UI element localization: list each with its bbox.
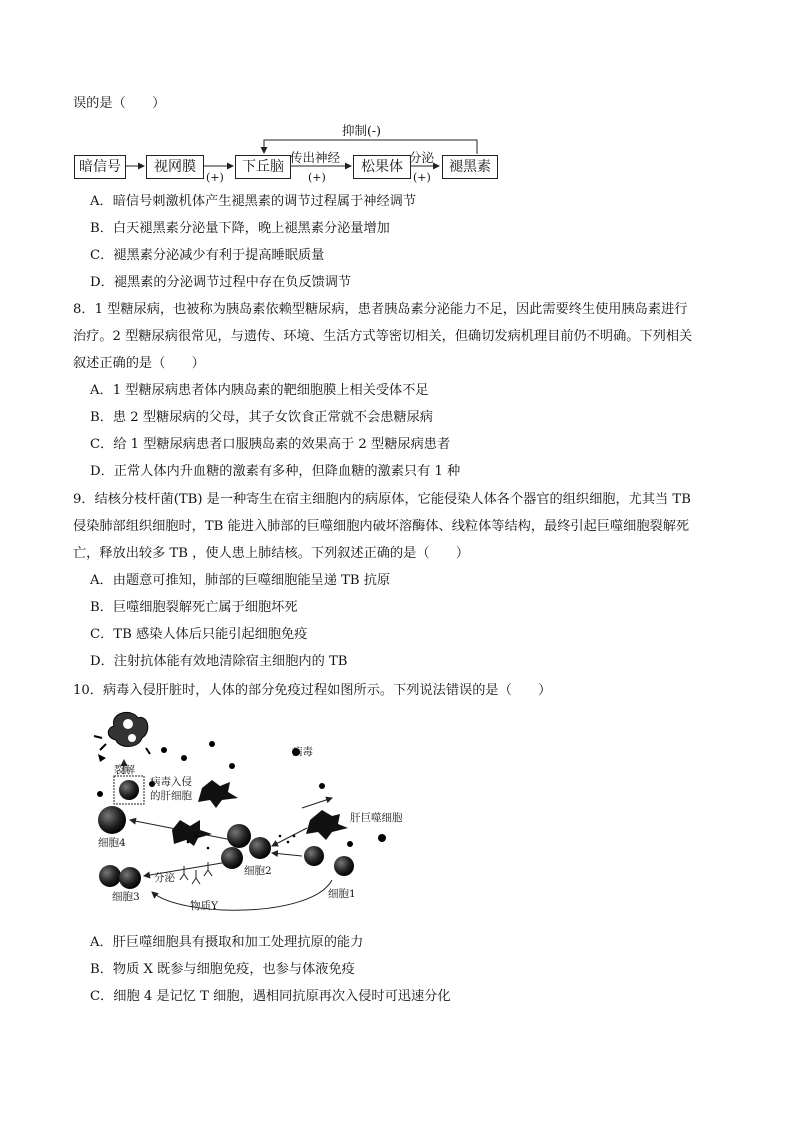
q7-option-d: D．褪黑素的分泌调节过程中存在负反馈调节 [90, 275, 352, 290]
secrete-label: 分泌 [409, 150, 435, 165]
q7-option-c: C．褪黑素分泌减少有利于提高睡眠质量 [90, 248, 325, 263]
flow-box-retina: 视网膜 [146, 155, 204, 179]
q7-option-b: B．白天褪黑素分泌量下降，晚上褪黑素分泌量增加 [90, 221, 390, 236]
kupffer-cell-label: 肝巨噬细胞 [350, 812, 403, 824]
q8-option-d: D．正常人体内升血糖的激素有多种，但降血糖的激素只有 1 种 [90, 464, 461, 479]
q10-option-c: C．细胞 4 是记忆 T 细胞，遇相同抗原再次入侵时可迅速分化 [90, 989, 451, 1004]
efferent-nerve-label: 传出神经 [290, 150, 341, 165]
q9-option-d: D．注射抗体能有效地清除宿主细胞内的 TB [90, 654, 348, 669]
plus-label-2: (+) [308, 171, 326, 184]
cell-3-label: 细胞3 [112, 891, 140, 903]
melatonin-flow-diagram [72, 118, 512, 188]
lysed-cell-icon [94, 712, 150, 762]
plus-label-3: (+) [413, 171, 431, 184]
cell-4-label: 细胞4 [98, 837, 126, 849]
q10-option-b: B．物质 X 既参与细胞免疫，也参与体液免疫 [90, 962, 355, 977]
cell-2-label: 细胞2 [244, 865, 272, 877]
q7-stem-tail: 误的是（ ） [73, 96, 166, 111]
q8-option-a: A．1 型糖尿病患者体内胰岛素的靶细胞膜上相关受体不足 [90, 383, 429, 398]
infected-liver-cell-label-1: 病毒入侵 [150, 776, 192, 788]
q8-stem-line-2: 治疗。2 型糖尿病很常见，与遗传、环境、生活方式等密切相关，但确切发病机理目前仍不明确。下列相关 [73, 329, 693, 344]
plus-label-1: (+) [206, 171, 224, 184]
cell-4-shape [98, 806, 126, 834]
infected-liver-cell-label-2: 的肝细胞 [150, 790, 192, 802]
q8-option-c: C．给 1 型糖尿病患者口服胰岛素的效果高于 2 型糖尿病患者 [90, 437, 451, 452]
cell-1-label: 细胞1 [328, 888, 356, 900]
flow-box-dark-signal: 暗信号 [74, 155, 126, 179]
flow-box-hypothalamus: 下丘脑 [235, 155, 291, 179]
virus-label: 病毒 [292, 746, 313, 758]
flow-box-melatonin: 褪黑素 [442, 155, 498, 179]
q9-option-a: A．由题意可推知，肺部的巨噬细胞能呈递 TB 抗原 [90, 573, 391, 588]
lysis-label: 裂解 [114, 764, 135, 776]
q9-option-c: C．TB 感染人体后只能引起细胞免疫 [90, 627, 308, 642]
q8-stem-line-1: 8．1 型糖尿病，也被称为胰岛素依赖型糖尿病，患者胰岛素分泌能力不足，因此需要终生使用胰岛素进行 [73, 302, 688, 317]
q9-stem-line-2: 侵染肺部组织细胞时，TB 能进入肺部的巨噬细胞内破坏溶酶体、线粒体等结构，最终引起巨噬细胞裂解死 [73, 519, 690, 534]
substance-y-label: 物质Y [190, 900, 218, 912]
q8-stem-line-3: 叙述正确的是（ ） [73, 356, 205, 371]
q10-option-a: A．肝巨噬细胞具有摄取和加工处理抗原的能力 [90, 935, 364, 950]
q7-option-a: A．暗信号刺激机体产生褪黑素的调节过程属于神经调节 [90, 194, 417, 209]
q10-stem: 10．病毒入侵肝脏时，人体的部分免疫过程如图所示。下列说法错误的是（ ） [73, 683, 552, 698]
q9-stem-line-1: 9．结核分枝杆菌(TB) 是一种寄生在宿主细胞内的病原体，它能侵染人体各个器官的组织细胞，尤其当 TB [73, 492, 691, 507]
inhibit-label: 抑制(-) [342, 123, 381, 138]
q8-option-b: B．患 2 型糖尿病的父母，其子女饮食正常就不会患糖尿病 [90, 410, 433, 425]
q9-option-b: B．巨噬细胞裂解死亡属于细胞坏死 [90, 600, 298, 615]
immune-process-figure [92, 708, 422, 916]
flow-box-pineal: 松果体 [353, 155, 411, 179]
q9-stem-line-3: 亡，释放出较多 TB ，使人患上肺结核。下列叙述正确的是（ ） [73, 546, 470, 561]
secrete-figure-label: 分泌 [154, 872, 175, 884]
